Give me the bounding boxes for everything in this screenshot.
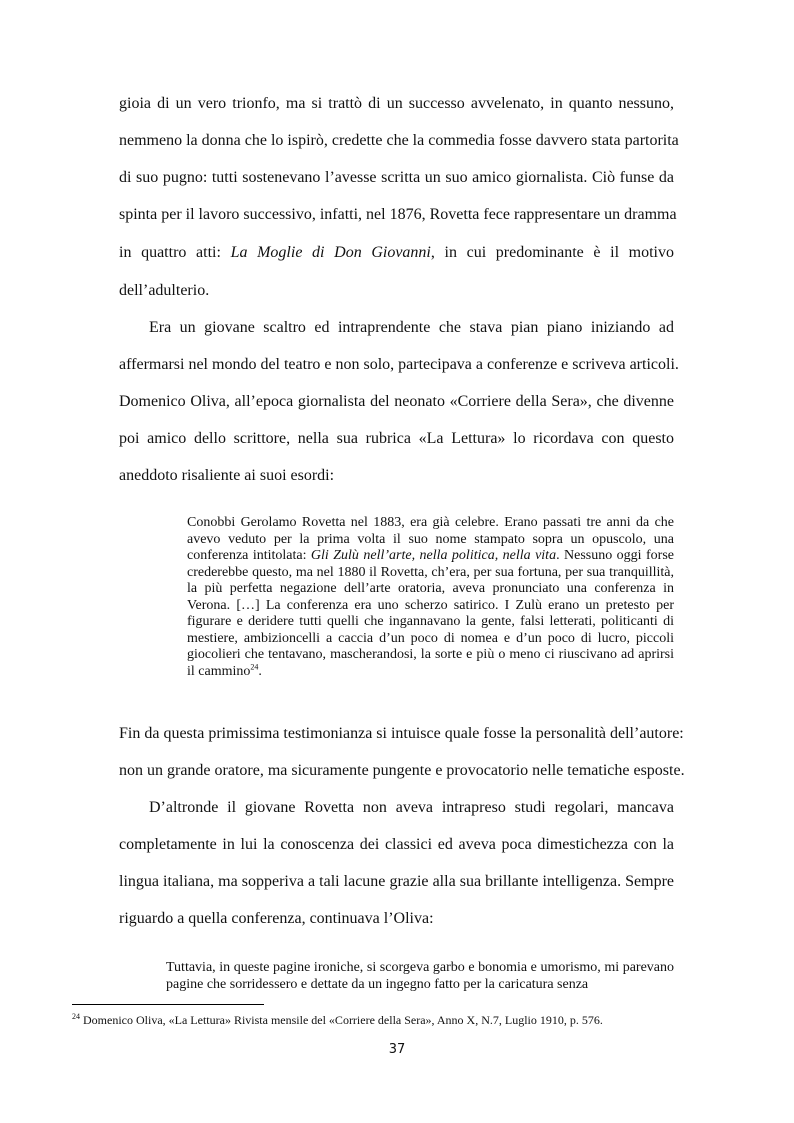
footnote bbox=[72, 1013, 722, 1027]
block-quote bbox=[187, 515, 674, 680]
body-line: Era un giovane scaltro ed intraprendente che stava pian piano iniziando ad bbox=[149, 319, 674, 336]
body-line: aneddoto risaliente ai suoi esordi: bbox=[119, 467, 335, 484]
quote-text bbox=[187, 515, 674, 680]
body-line: di suo pugno: tutti sostenevano l’avesse scritta un suo amico giornalista. Ciò funse da bbox=[119, 169, 674, 186]
body-line: riguardo a quella conferenza, continuava l’Oliva: bbox=[119, 910, 434, 927]
body-line bbox=[119, 243, 674, 263]
body-line: gioia di un vero trionfo, ma si trattò di un successo avvelenato, in quanto nessuno, bbox=[119, 95, 674, 112]
footnote-number: 24 bbox=[72, 1012, 80, 1021]
page-number: 37 bbox=[388, 1042, 406, 1057]
body-line: lingua italiana, ma sopperiva a tali lacune grazie alla sua brillante intelligenza. Sempre bbox=[119, 873, 674, 890]
body-line: affermarsi nel mondo del teatro e non solo, partecipava a conferenze e scriveva articoli. bbox=[119, 356, 679, 373]
body-line: poi amico dello scrittore, nella sua rubrica «La Lettura» lo ricordava con questo bbox=[119, 430, 674, 447]
quote-body: . bbox=[258, 663, 262, 679]
body-line: nemmeno la donna che lo ispirò, credette che la commedia fosse davvero stata partorita bbox=[119, 132, 679, 149]
body-line: Domenico Oliva, all’epoca giornalista del neonato «Corriere della Sera», che divenne bbox=[119, 393, 674, 410]
body-line: completamente in lui la conoscenza dei classici ed aveva poca dimestichezza con la bbox=[119, 836, 674, 853]
body-text: , in cui predominante è il motivo bbox=[430, 244, 675, 261]
work-title: Gli Zulù nell’arte, nella politica, nella vita bbox=[310, 548, 557, 563]
footnote-separator bbox=[72, 1004, 264, 1005]
block-quote bbox=[166, 960, 674, 993]
quote-text: Tuttavia, in queste pagine ironiche, si scorgeva garbo e bonomia e umorismo, mi parevano pagine che sorridessero e dettate da un ingegno fatto per la caricatura senza bbox=[166, 960, 674, 992]
body-line: Fin da questa primissima testimonianza si intuisce quale fosse la personalità dell’autore: bbox=[119, 725, 684, 742]
work-title: La Moglie di Don Giovanni bbox=[230, 244, 431, 261]
body-line: dell’adulterio. bbox=[119, 282, 210, 299]
footnote-reference[interactable]: 24 bbox=[250, 661, 259, 671]
body-line: non un grande oratore, ma sicuramente pungente e provocatorio nelle tematiche esposte. bbox=[119, 762, 685, 779]
body-text: in quattro atti: bbox=[119, 244, 231, 261]
footnote-text: Domenico Oliva, «La Lettura» Rivista mensile del «Corriere della Sera», Anno X, N.7, Luglio 1910, p. 576. bbox=[80, 1013, 603, 1027]
quote-body: . Nessuno oggi forse crederebbe questo, ma nel 1880 il Rovetta, ch’era, per sua fortuna, per sua tranquillità, la più perfetta negazione dell’arte oratoria, aveva pronunciato una conferenza in Verona. […] La conferenza era uno scherzo satirico. I Zulù erano un pretesto per figurare e deridere tutti quelli che ingannavano la gente, falsi letterati, politicanti di mestiere, ambizioncelli a caccia d’un poco di nomea e d’un poco di lucro, piccoli giocolieri che tentavano, mascherandosi, la sorte e più o meno ci riuscivano ad aprirsi il cammino bbox=[187, 548, 674, 679]
body-line: spinta per il lavoro successivo, infatti, nel 1876, Rovetta fece rappresentare un dramma bbox=[119, 206, 677, 223]
quote-body: Conobbi Gerolamo Rovetta nel 1883, era già celebre. Erano passati tre anni da che avevo veduto per la prima volta il suo nome stampato sopra un opuscolo, una conferenza intitolata: bbox=[187, 515, 674, 563]
body-line: D’altronde il giovane Rovetta non aveva intrapreso studi regolari, mancava bbox=[149, 799, 674, 816]
